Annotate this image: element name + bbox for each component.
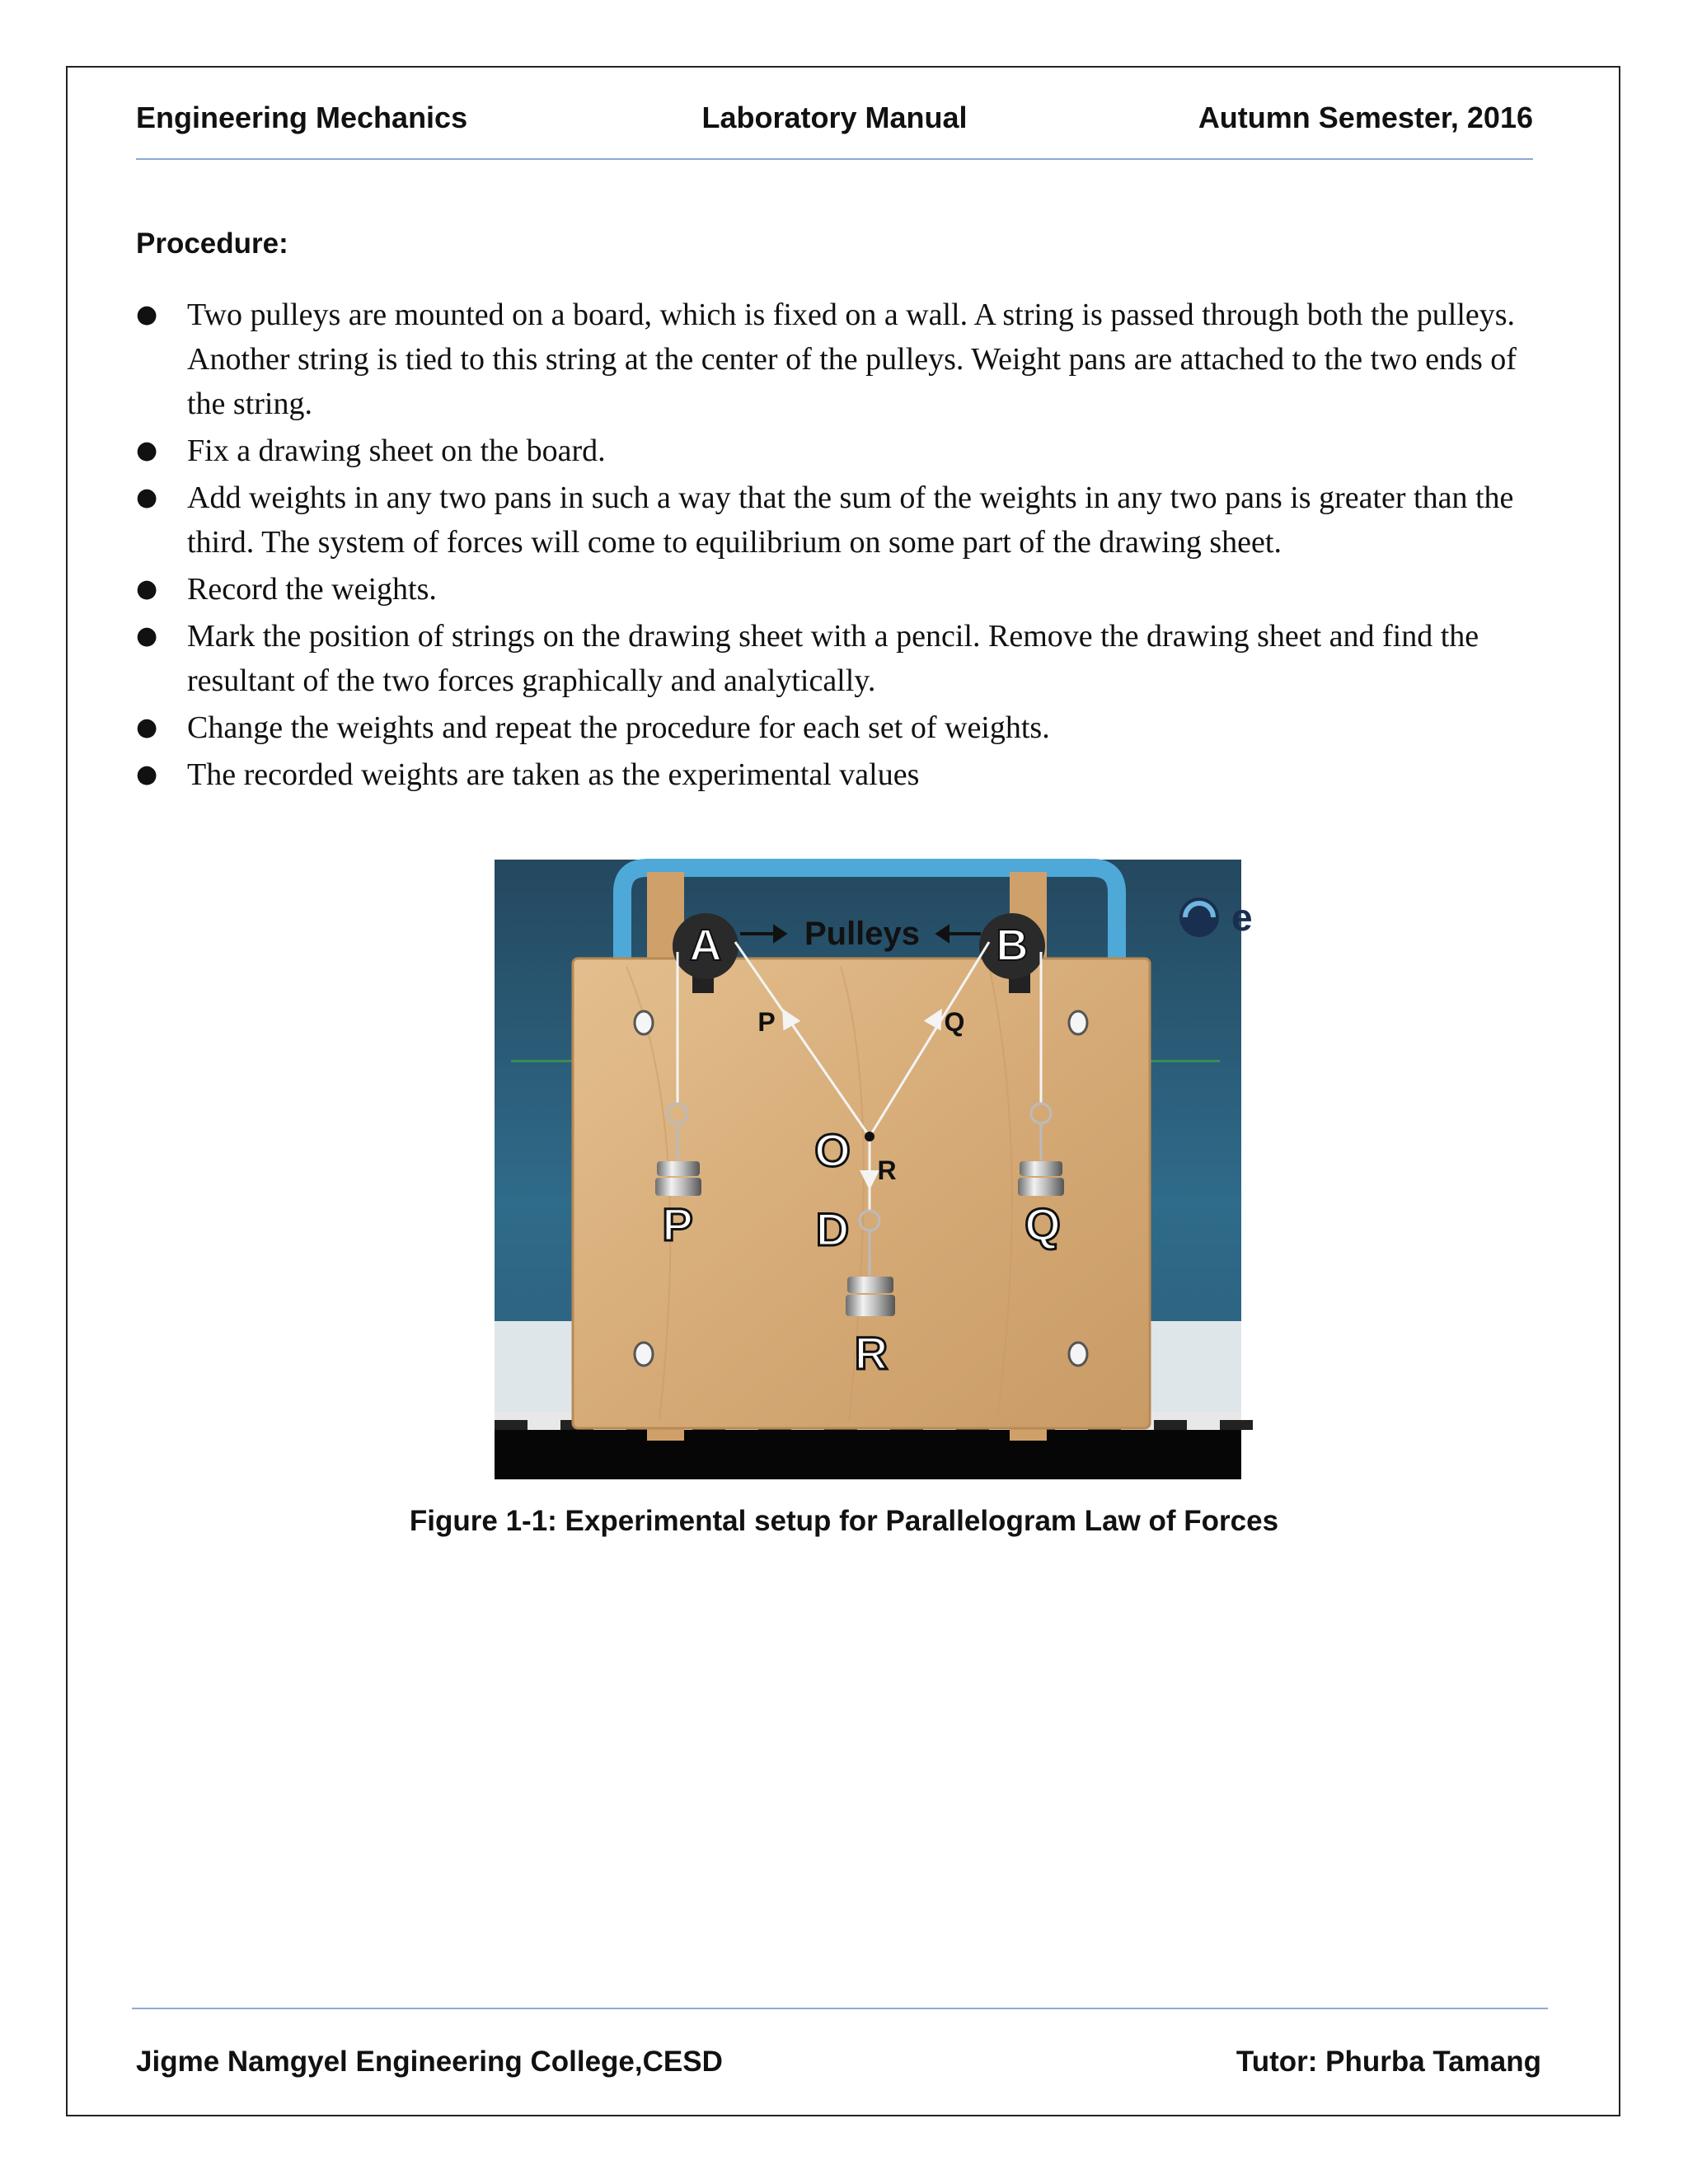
point-o-label: O — [814, 1124, 851, 1176]
bullet-icon: ● — [136, 621, 158, 650]
pulley-a-label: A — [689, 921, 722, 970]
list-item-text: Record the weights. — [187, 572, 437, 607]
weight-r-label: R — [854, 1327, 889, 1379]
header-semester: Autumn Semester, 2016 — [1198, 101, 1533, 134]
list-item-text: Change the weights and repeat the procedure for each set of weights. — [187, 710, 1050, 745]
experiment-figure — [495, 860, 1253, 1479]
pulley-b-label: B — [996, 921, 1029, 970]
list-item-text: Add weights in any two pans in such a way that the sum of the weights in any two pans is greater than the third. The system of forces will come to equilibrium on some part of the drawing sheet. — [187, 480, 1514, 560]
procedure-heading: Procedure: — [136, 227, 288, 260]
list-item-text: Two pulleys are mounted on a board, which is fixed on a wall. A string is passed through both the pulleys. Another string is tied to this string at the center of the pulleys. Weight pans are attached to the two ends of the string. — [187, 298, 1517, 421]
wall-shelf-right — [1146, 1060, 1220, 1062]
page-header — [136, 97, 1533, 142]
resultant-label: R — [877, 1155, 897, 1185]
page-footer — [136, 2046, 1541, 2087]
header-title: Laboratory Manual — [701, 101, 968, 134]
weight-r-icon — [846, 1277, 895, 1316]
weight-p-icon — [655, 1161, 701, 1196]
list-item — [136, 429, 1541, 473]
bullet-icon: ● — [136, 483, 158, 512]
bullet-icon: ● — [136, 300, 158, 329]
experiment-illustration — [495, 860, 1253, 1479]
list-item — [136, 567, 1541, 612]
list-item-text: Fix a drawing sheet on the board. — [187, 434, 606, 468]
list-item — [136, 705, 1541, 750]
footer-divider — [132, 2008, 1548, 2009]
weight-q-label: Q — [1025, 1198, 1061, 1250]
bullet-icon: ● — [136, 713, 158, 742]
point-d-label: D — [815, 1203, 850, 1255]
string-q-label: Q — [944, 1007, 965, 1037]
list-item-text: The recorded weights are taken as the experimental values — [187, 757, 920, 792]
weight-p-label: P — [662, 1198, 693, 1250]
weight-q-icon — [1018, 1161, 1064, 1196]
footer-tutor: Tutor: Phurba Tamang — [1236, 2046, 1541, 2078]
procedure-list — [136, 293, 1541, 799]
bullet-icon: ● — [136, 760, 158, 789]
list-item — [136, 752, 1541, 797]
brand-logo-letter: e — [1231, 896, 1253, 939]
string-p-label: P — [757, 1007, 776, 1037]
list-item — [136, 476, 1541, 565]
pulleys-label: Pulleys — [804, 916, 921, 952]
figure-caption: Figure 1-1: Experimental setup for Parallelogram Law of Forces — [409, 1505, 1279, 1537]
list-item — [136, 293, 1541, 426]
junction-point — [865, 1132, 874, 1141]
list-item-text: Mark the position of strings on the drawing sheet with a pencil. Remove the drawing sheet and find the resultant of the two forces graphically and analytically. — [187, 619, 1479, 698]
bottom-band — [495, 1430, 1241, 1479]
header-course: Engineering Mechanics — [136, 101, 468, 134]
bullet-icon: ● — [136, 574, 158, 603]
bullet-icon: ● — [136, 436, 158, 465]
list-item — [136, 614, 1541, 703]
footer-institution: Jigme Namgyel Engineering College,CESD — [136, 2046, 723, 2078]
header-divider — [136, 158, 1533, 160]
